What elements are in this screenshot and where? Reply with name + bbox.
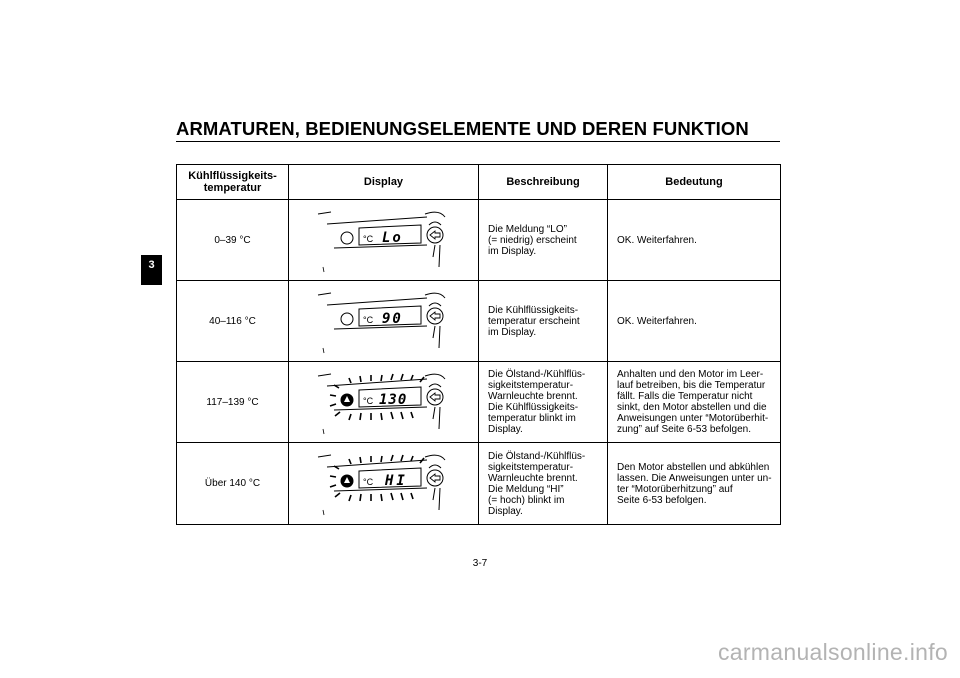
table-row (177, 362, 781, 443)
meter-display-illustration (289, 201, 479, 279)
temperature-cell: Über 140 °C (177, 443, 289, 525)
display-cell (289, 281, 479, 362)
meaning-cell: OK. Weiterfahren. (608, 281, 781, 362)
display-value: 90 (382, 311, 403, 327)
display-unit: °C (363, 234, 374, 244)
description-cell: Die Ölstand-/Kühlflüs- sigkeitstemperatur- Warnleuchte brennt. Die Kühlflüssigkeits- temperatur blinkt im Display. (479, 362, 608, 443)
title-rule (176, 141, 780, 142)
table-row (177, 443, 781, 525)
temperature-cell: 40–116 °C (177, 281, 289, 362)
display-unit: °C (363, 396, 374, 406)
display-value: 130 (379, 392, 408, 408)
header-description: Beschreibung (479, 165, 608, 200)
temperature-cell: 0–39 °C (177, 200, 289, 281)
display-cell (289, 443, 479, 525)
display-value: Lo (382, 230, 403, 246)
watermark: carmanualsonline.info (717, 639, 948, 665)
table-row (177, 200, 781, 281)
table-header-row (177, 165, 781, 200)
page-title: ARMATUREN, BEDIENUNGSELEMENTE UND DEREN FUNKTION (176, 118, 749, 139)
meaning-cell: Anhalten und den Motor im Leer- lauf betreiben, bis die Temperatur fällt. Falls die Temperatur nicht sinkt, den Motor abstellen und die Anweisungen unter “Motorüberhit- zung” auf Seite 6-53 befolgen. (608, 362, 781, 443)
meaning-cell: Den Motor abstellen und abkühlen lassen. Die Anweisungen unter un- ter “Motorüberhitzung” auf Seite 6-53 befolgen. (608, 443, 781, 525)
warning-light-icon (341, 232, 353, 244)
chapter-tab: 3 (141, 255, 162, 285)
display-unit: °C (363, 477, 374, 487)
page-number: 3-7 (472, 558, 488, 569)
header-temperature: Kühlflüssigkeits- temperatur (177, 165, 289, 200)
header-meaning: Bedeutung (608, 165, 781, 200)
description-cell: Die Kühlflüssigkeits- temperatur erscheint im Display. (479, 281, 608, 362)
meter-display-illustration (289, 282, 479, 360)
display-value: HI (385, 473, 408, 489)
meter-display-blinking-illustration (289, 363, 479, 441)
meaning-cell: OK. Weiterfahren. (608, 200, 781, 281)
display-cell (289, 200, 479, 281)
description-cell: Die Ölstand-/Kühlflüs- sigkeitstemperatur- Warnleuchte brennt. Die Meldung “HI” (= hoch) blinkt im Display. (479, 443, 608, 525)
warning-light-icon (341, 313, 353, 325)
display-unit: °C (363, 315, 374, 325)
table-row (177, 281, 781, 362)
temperature-cell: 117–139 °C (177, 362, 289, 443)
description-cell: Die Meldung “LO” (= niedrig) erscheint im Display. (479, 200, 608, 281)
display-cell (289, 362, 479, 443)
meter-display-blinking-illustration (289, 444, 479, 523)
coolant-temperature-table (176, 164, 781, 525)
header-display: Display (289, 165, 479, 200)
